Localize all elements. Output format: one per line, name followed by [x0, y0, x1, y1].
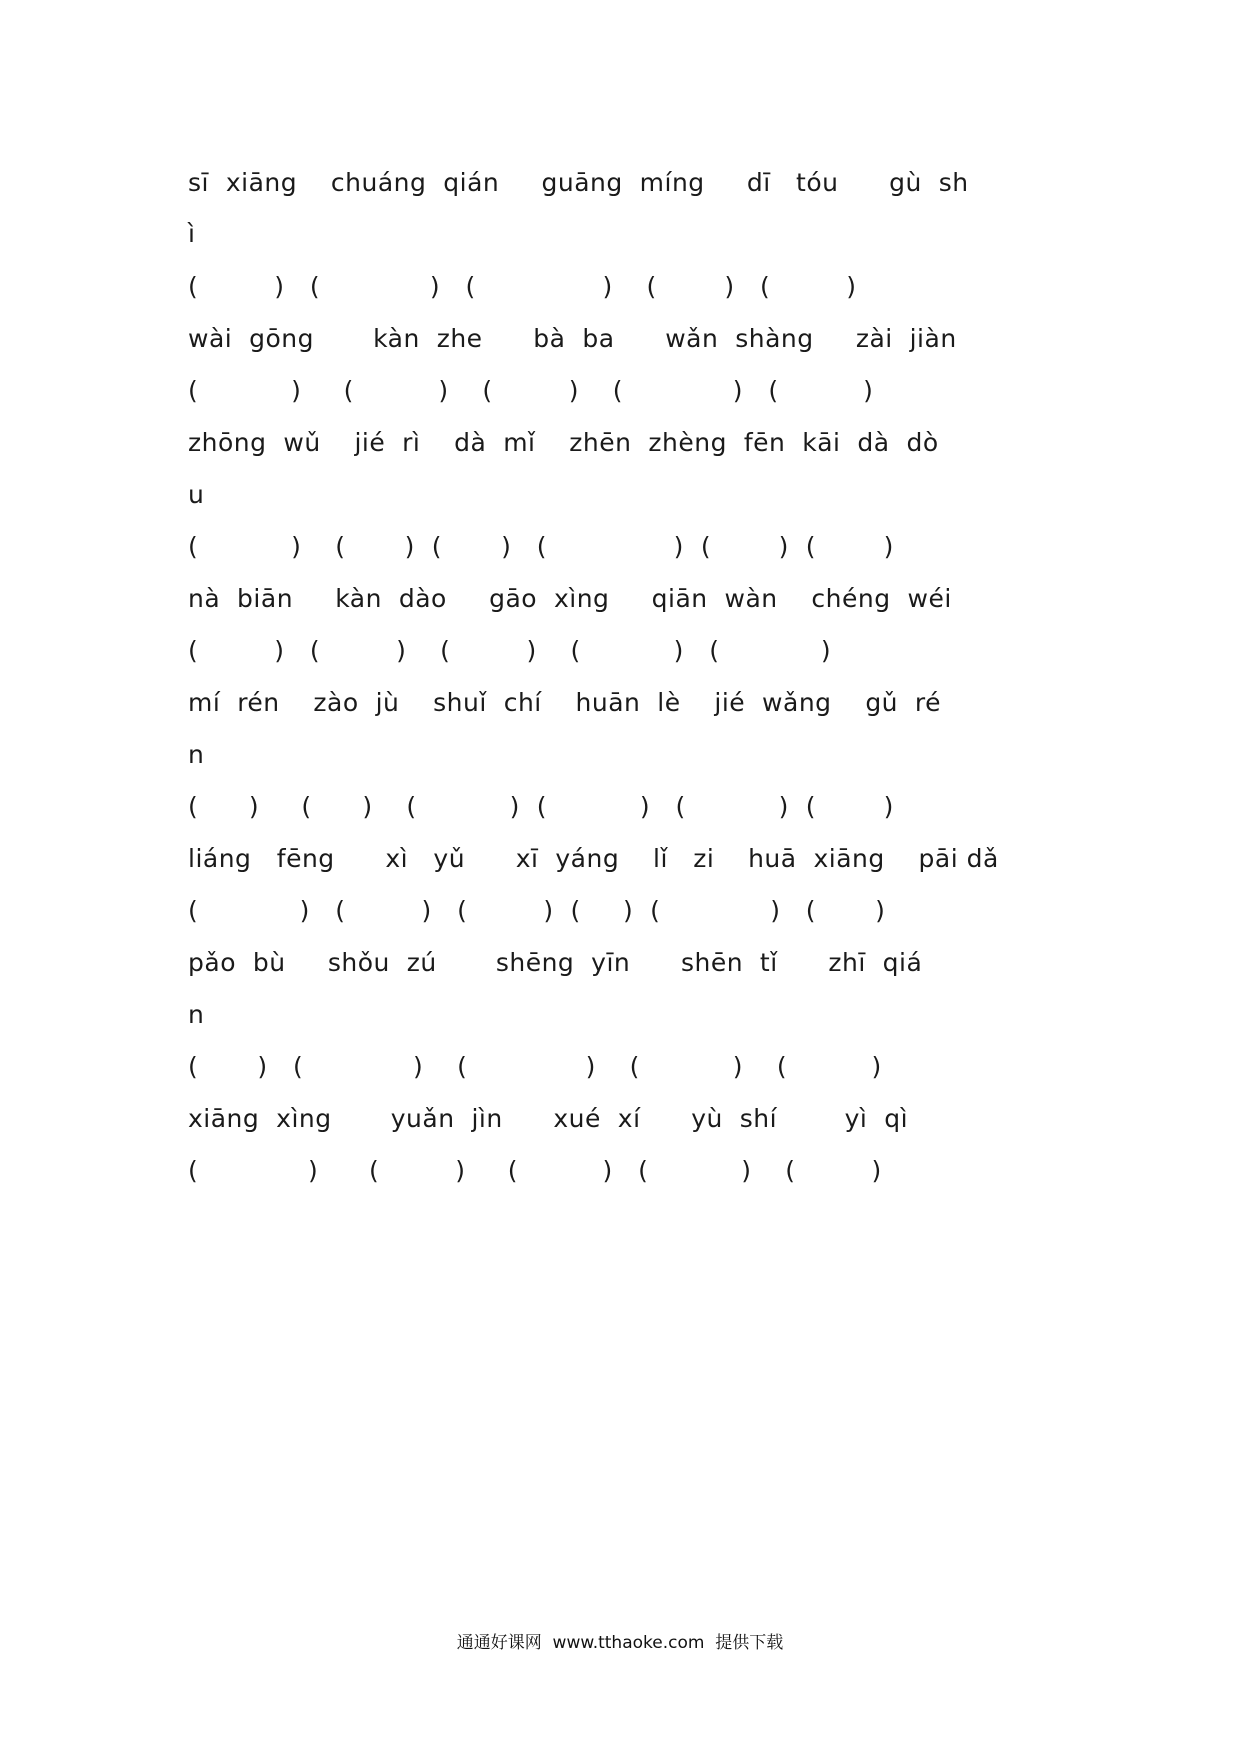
footer-credit: 通通好课网 www.tthaoke.com 提供下载 [456, 1633, 784, 1653]
answer-blanks-2: ( ) ( ) ( ) ( ) ( ) [188, 376, 874, 405]
pinyin-line-1-wrap: ì [188, 219, 196, 248]
pinyin-line-3-wrap: u [188, 480, 205, 509]
pinyin-line-2: wài gōng kàn zhe bà ba wǎn shàng zài jiàn [188, 324, 957, 353]
pinyin-line-3: zhōng wǔ jié rì dà mǐ zhēn zhèng fēn kāi dà dò [188, 428, 939, 457]
answer-blanks-1: ( ) ( ) ( ) ( ) ( ) [188, 272, 857, 301]
pinyin-line-1: sī xiāng chuáng qián guāng míng dī tóu gù sh [188, 168, 969, 197]
answer-blanks-8: ( ) ( ) ( ) ( ) ( ) [188, 1156, 882, 1185]
answer-blanks-7: ( ) ( ) ( ) ( ) ( ) [188, 1052, 882, 1081]
answer-blanks-5: ( ) ( ) ( ) ( ) ( ) ( ) [188, 792, 894, 821]
answer-blanks-6: ( ) ( ) ( ) ( ) ( ) ( ) [188, 896, 886, 925]
answer-blanks-3: ( ) ( ) ( ) ( ) ( ) ( ) [188, 532, 894, 561]
pinyin-line-6: liáng fēng xì yǔ xī yáng lǐ zi huā xiāng pāi dǎ [188, 844, 999, 873]
pinyin-line-7-wrap: n [188, 1000, 205, 1029]
answer-blanks-4: ( ) ( ) ( ) ( ) ( ) [188, 636, 832, 665]
pinyin-line-5: mí rén zào jù shuǐ chí huān lè jié wǎng gǔ ré [188, 688, 942, 717]
pinyin-line-4: nà biān kàn dào gāo xìng qiān wàn chéng wéi [188, 584, 952, 613]
pinyin-line-7: pǎo bù shǒu zú shēng yīn shēn tǐ zhī qiá [188, 948, 923, 977]
pinyin-line-8: xiāng xìng yuǎn jìn xué xí yù shí yì qì [188, 1104, 909, 1133]
pinyin-line-5-wrap: n [188, 740, 205, 769]
